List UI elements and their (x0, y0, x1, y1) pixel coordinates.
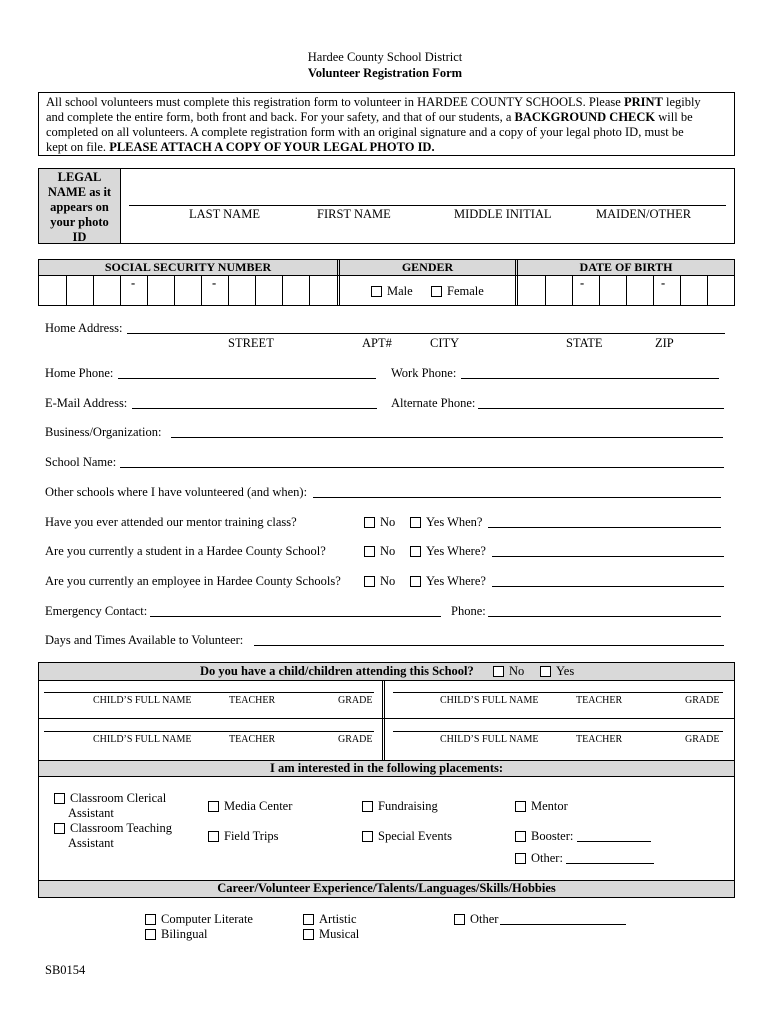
school-name-input[interactable] (120, 467, 724, 468)
teacher-label: TEACHER (576, 695, 623, 706)
computer-literate-option[interactable]: Computer Literate (145, 912, 253, 927)
female-option[interactable]: Female (431, 284, 484, 299)
classroom-teaching-checkbox[interactable] (54, 823, 65, 834)
ssn-dash: - (212, 276, 217, 290)
child-3-input[interactable] (44, 731, 374, 732)
student-yes-option[interactable]: Yes Where? (410, 544, 486, 559)
street-label: STREET (228, 336, 274, 350)
career-other-option[interactable]: Other (454, 912, 498, 927)
school-name-label: School Name: (45, 455, 117, 469)
mentor-checkbox[interactable] (515, 801, 526, 812)
alt-phone-label: Alternate Phone: (391, 396, 476, 410)
dob-header: DATE OF BIRTH (579, 260, 673, 274)
children-no-option[interactable]: No (493, 664, 524, 679)
placements-header: I am interested in the following placements: (269, 761, 504, 775)
classroom-clerical-checkbox[interactable] (54, 793, 65, 804)
email-label: E-Mail Address: (45, 396, 128, 410)
teacher-label: TEACHER (576, 734, 623, 745)
home-phone-label: Home Phone: (45, 366, 114, 380)
home-address-input[interactable] (127, 333, 725, 334)
children-yes-option[interactable]: Yes (540, 664, 574, 679)
teacher-label: TEACHER (229, 695, 276, 706)
career-other-input[interactable] (500, 924, 626, 925)
artistic-checkbox[interactable] (303, 914, 314, 925)
artistic-option[interactable]: Artistic (303, 912, 357, 927)
intro-box: All school volunteers must complete this registration form to volunteer in HARDEE COUNTY SCHOOLS. Please PRINT legibly and complete the entire form, both front and back. For your safety, and that of our students, a BACKGROUND CHECK will be completed on all volunteers. A complete registration form with an original signature and a copy of your legal photo ID, must be kept on file. PLEASE ATTACH A COPY OF YOUR LEGAL PHOTO ID. (38, 92, 735, 156)
placement-other-checkbox[interactable] (515, 853, 526, 864)
grade-label: GRADE (685, 734, 720, 745)
home-phone-input[interactable] (118, 378, 376, 379)
emergency-phone-label: Phone: (451, 604, 486, 618)
booster-checkbox[interactable] (515, 831, 526, 842)
dob-input[interactable] (518, 276, 734, 305)
special-events-checkbox[interactable] (362, 831, 373, 842)
special-events-option[interactable]: Special Events (362, 829, 452, 844)
employee-yes-checkbox[interactable] (410, 576, 421, 587)
days-times-label: Days and Times Available to Volunteer: (45, 633, 244, 647)
legal-name-label: LEGAL NAME as it appears on your photo ID (39, 169, 121, 243)
id-table (38, 259, 735, 306)
other-schools-input[interactable] (313, 497, 721, 498)
apt-label: APT# (362, 336, 392, 350)
mentor-option[interactable]: Mentor (515, 799, 568, 814)
city-label: CITY (430, 336, 460, 350)
days-times-input[interactable] (254, 645, 724, 646)
classroom-teaching-option[interactable]: Classroom Teaching (54, 821, 172, 836)
zip-label: ZIP (655, 336, 674, 350)
booster-input[interactable] (577, 841, 651, 842)
student-yes-checkbox[interactable] (410, 546, 421, 557)
grade-label: GRADE (338, 695, 373, 706)
last-name-label: LAST NAME (189, 207, 260, 221)
email-input[interactable] (132, 408, 377, 409)
female-checkbox[interactable] (431, 286, 442, 297)
career-other-checkbox[interactable] (454, 914, 465, 925)
grade-label: GRADE (338, 734, 373, 745)
legal-name-box (38, 168, 735, 244)
emergency-phone-input[interactable] (488, 616, 721, 617)
student-no-option[interactable]: No (364, 544, 395, 559)
employee-no-option[interactable]: No (364, 574, 395, 589)
placement-other-option[interactable]: Other: (515, 851, 563, 866)
middle-initial-label: MIDDLE INITIAL (454, 207, 552, 221)
maiden-name-label: MAIDEN/OTHER (596, 207, 692, 221)
mentor-yes-option[interactable]: Yes When? (410, 515, 482, 530)
district-name: Hardee County School District (307, 50, 463, 64)
placement-other-input[interactable] (566, 863, 654, 864)
musical-checkbox[interactable] (303, 929, 314, 940)
home-address-label: Home Address: (45, 321, 123, 335)
male-option[interactable]: Male (371, 284, 413, 299)
classroom-clerical-label-2: Assistant (68, 806, 114, 820)
employee-no-checkbox[interactable] (364, 576, 375, 587)
child-4-input[interactable] (393, 731, 723, 732)
bilingual-option[interactable]: Bilingual (145, 927, 208, 942)
ssn-dash: - (131, 276, 136, 290)
male-checkbox[interactable] (371, 286, 382, 297)
ssn-header: SOCIAL SECURITY NUMBER (104, 260, 272, 274)
mentor-yes-input[interactable] (488, 527, 721, 528)
grade-label: GRADE (685, 695, 720, 706)
child-1-input[interactable] (44, 692, 374, 693)
other-schools-label: Other schools where I have volunteered (and when): (45, 485, 308, 499)
form-code: SB0154 (45, 963, 86, 977)
legal-name-input-line[interactable] (129, 205, 726, 206)
children-yes-checkbox[interactable] (540, 666, 551, 677)
child-name-label: CHILD’S FULL NAME (440, 734, 539, 745)
gender-header: GENDER (401, 260, 454, 274)
mentor-no-option[interactable]: No (364, 515, 395, 530)
emergency-contact-input[interactable] (150, 616, 441, 617)
ssn-input[interactable] (39, 276, 337, 305)
children-no-checkbox[interactable] (493, 666, 504, 677)
classroom-teaching-label-2: Assistant (68, 836, 114, 850)
work-phone-input[interactable] (461, 378, 719, 379)
career-header: Career/Volunteer Experience/Talents/Languages/Skills/Hobbies (217, 881, 556, 895)
classroom-clerical-option[interactable]: Classroom Clerical (54, 791, 166, 806)
fundraising-checkbox[interactable] (362, 801, 373, 812)
children-question: Do you have a child/children attending this School? (200, 664, 474, 678)
alt-phone-input[interactable] (478, 408, 724, 409)
teacher-label: TEACHER (229, 734, 276, 745)
emergency-contact-label: Emergency Contact: (45, 604, 148, 618)
booster-option[interactable]: Booster: (515, 829, 573, 844)
dob-dash: - (661, 276, 666, 290)
media-center-option[interactable]: Media Center (208, 799, 292, 814)
fundraising-option[interactable]: Fundraising (362, 799, 438, 814)
first-name-label: FIRST NAME (317, 207, 391, 221)
child-name-label: CHILD’S FULL NAME (440, 695, 539, 706)
dob-dash: - (580, 276, 585, 290)
employee-question: Are you currently an employee in Hardee County Schools? (45, 574, 341, 588)
form-title: Volunteer Registration Form (307, 66, 463, 80)
musical-option[interactable]: Musical (303, 927, 359, 942)
state-label: STATE (566, 336, 603, 350)
bilingual-checkbox[interactable] (145, 929, 156, 940)
business-input[interactable] (171, 437, 723, 438)
work-phone-label: Work Phone: (391, 366, 457, 380)
student-no-checkbox[interactable] (364, 546, 375, 557)
mentor-question: Have you ever attended our mentor training class? (45, 515, 297, 529)
mentor-no-checkbox[interactable] (364, 517, 375, 528)
business-label: Business/Organization: (45, 425, 162, 439)
student-question: Are you currently a student in a Hardee County School? (45, 544, 326, 558)
child-name-label: CHILD’S FULL NAME (93, 734, 192, 745)
field-trips-checkbox[interactable] (208, 831, 219, 842)
media-center-checkbox[interactable] (208, 801, 219, 812)
child-name-label: CHILD’S FULL NAME (93, 695, 192, 706)
field-trips-option[interactable]: Field Trips (208, 829, 279, 844)
mentor-yes-checkbox[interactable] (410, 517, 421, 528)
employee-yes-input[interactable] (492, 586, 724, 587)
employee-yes-option[interactable]: Yes Where? (410, 574, 486, 589)
computer-literate-checkbox[interactable] (145, 914, 156, 925)
student-yes-input[interactable] (492, 556, 724, 557)
child-2-input[interactable] (393, 692, 723, 693)
